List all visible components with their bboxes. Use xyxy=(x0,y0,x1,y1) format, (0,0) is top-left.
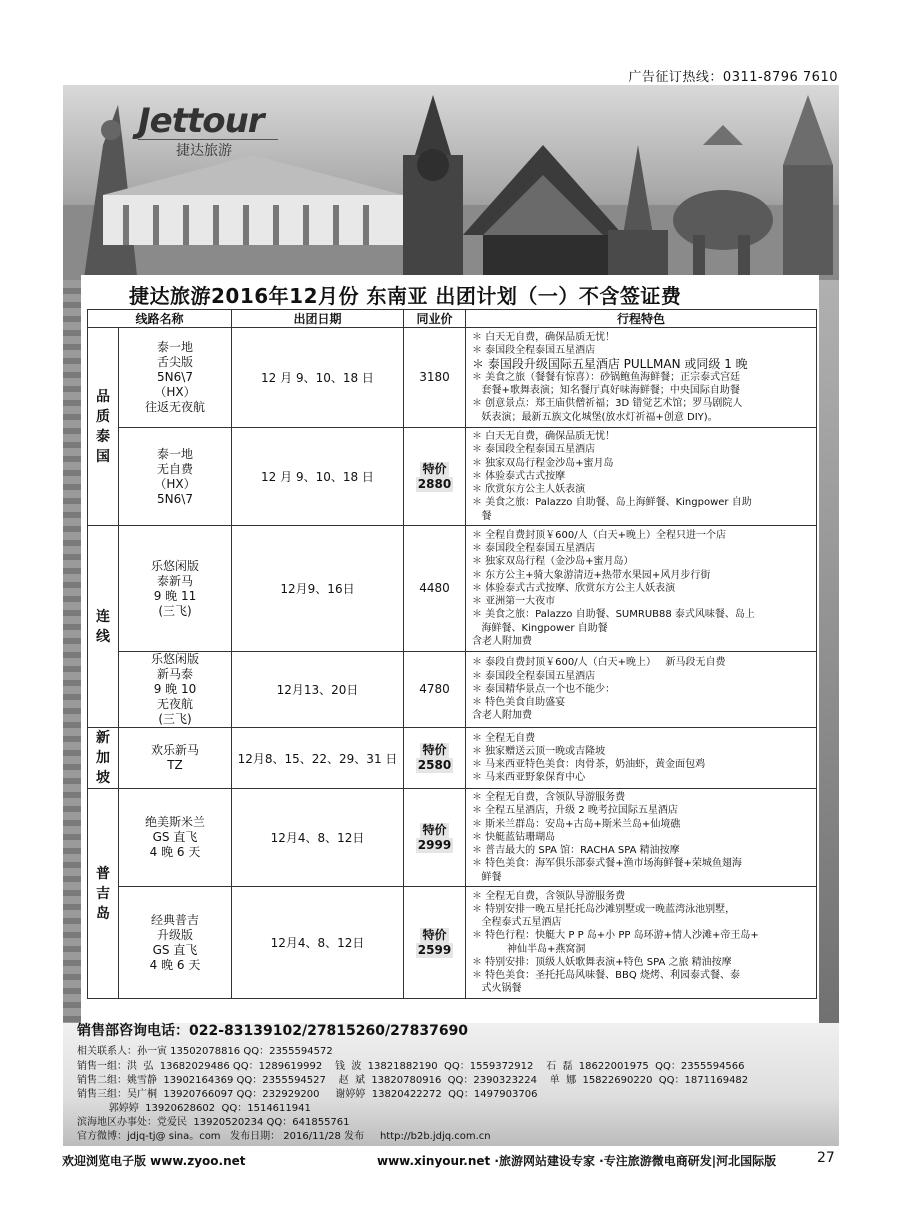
route-line: TZ xyxy=(167,758,183,772)
region-phuket: 普吉岛 xyxy=(88,789,119,999)
route-line: 乐悠闲版 xyxy=(150,558,199,573)
logo-wordmark: Jettour xyxy=(138,101,264,141)
sales-group-2: 销售二组：姚雪静 13902164369 QQ：2355594527 赵 斌 13820780916 QQ：2390323224 单 娜 15822690220 QQ：1871169482 xyxy=(77,1075,749,1086)
feature-line: ＊ 东方公主+骑大象游清迈+热带水果园+风月步行街 xyxy=(472,569,711,581)
feature-line: ＊ 美食之旅：Palazzo 自助餐、岛上海鲜餐、Kingpower 自助 xyxy=(472,497,752,509)
features-cell xyxy=(466,887,817,999)
special-price-tag: 特价 xyxy=(422,743,447,757)
feature-line: ＊ 特色美食自助盛宴 xyxy=(472,697,566,709)
feature-line: 含老人附加费 xyxy=(472,710,532,722)
contact-person: 相关联系人：孙一寅 13502078816 QQ：2355594572 xyxy=(77,1046,333,1057)
schedule-table xyxy=(87,309,817,999)
feature-line: ＊ 美食之旅（餐餐有惊喜）：砂锅鲍鱼海鲜餐；正宗泰式宫廷 xyxy=(472,371,741,383)
feature-line: ＊ 独家赠送云顶一晚或吉隆坡 xyxy=(472,745,606,757)
right-photo-strip xyxy=(819,280,839,1100)
table-row xyxy=(88,428,817,526)
feature-line: ＊ 泰国段全程泰国五星酒店 xyxy=(472,543,596,555)
route-line: 泰新马 xyxy=(156,573,193,588)
feature-line: ＊ 创意景点：郑王庙供僧祈福；3D 错觉艺术馆；罗马剧院人 xyxy=(472,398,743,410)
departure-dates: 12 月 9、10、18 日 xyxy=(232,428,404,526)
feature-line: ＊ 斯米兰群岛：安岛+古岛+斯米兰岛+仙境礁 xyxy=(472,818,681,830)
banner-photo xyxy=(63,85,839,280)
route-line: (三飞) xyxy=(158,712,192,726)
route-line: 舌尖版 xyxy=(156,355,193,369)
table-row xyxy=(88,328,817,428)
feature-line: ＊ 泰国段升级国际五星酒店 PULLMAN 或同级 1 晚 xyxy=(472,356,748,371)
region-thailand: 品质泰国 xyxy=(88,328,119,526)
table-row xyxy=(88,652,817,728)
price-value: 2580 xyxy=(417,758,452,772)
feature-line: ＊ 特别安排：顶级人妖歌舞表演+特色 SPA 之旅 精油按摩 xyxy=(472,956,732,968)
route-line: 乐悠闲版 xyxy=(150,652,199,666)
departure-dates: 12 月 9、10、18 日 xyxy=(232,328,404,428)
header-features: 行程特色 xyxy=(466,310,817,328)
feature-line: ＊ 全程无自费 xyxy=(472,732,536,744)
route-line: 往返无夜航 xyxy=(144,400,205,414)
feature-line: ＊ 特色美食：海军俱乐部泰式餐+渔市场海鲜餐+荣城鱼翅海 xyxy=(472,858,742,870)
feature-line: ＊ 独家双岛行程（金沙岛+蜜月岛） xyxy=(472,556,634,568)
price-cell xyxy=(404,428,466,526)
table-row xyxy=(88,728,817,789)
schedule-title: 捷达旅游2016年12月份 东南亚 出团计划（一）不含签证费 xyxy=(129,284,682,308)
feature-line: ＊ 泰国段全程泰国五星酒店 xyxy=(472,670,596,682)
feature-line: ＊ 马来西亚特色美食：肉骨茶，奶油虾，黄金面包鸡 xyxy=(472,759,706,770)
feature-line: ＊ 亚洲第一大夜市 xyxy=(472,596,556,608)
feature-line: ＊ 全程无自费，含领队导游服务费 xyxy=(472,792,626,804)
feature-line: 含老人附加费 xyxy=(472,635,532,647)
feature-line: ＊ 普吉最大的 SPA 馆：RACHA SPA 精油按摩 xyxy=(472,845,680,857)
header-dates: 出团日期 xyxy=(232,310,404,328)
route-line: 无自费 xyxy=(156,461,193,476)
feature-line: ＊ 特色美食：圣托托岛风味餐、BBQ 烧烤、利园泰式餐、泰 xyxy=(472,969,740,981)
route-name xyxy=(119,526,232,652)
header-price: 同业价 xyxy=(404,310,466,328)
route-name xyxy=(119,789,232,887)
departure-dates: 12月13、20日 xyxy=(232,652,404,728)
footer-partner-link[interactable]: www.xinyour.net ·旅游网站建设专家 ·专注旅游微电商研发|河北国际版 xyxy=(377,1154,777,1168)
departure-dates: 12月4、8、12日 xyxy=(232,789,404,887)
feature-line: 鲜餐 xyxy=(472,871,502,883)
feature-line: ＊ 泰段自费封顶￥600/人（白天+晚上） 新马段无自费 xyxy=(472,657,726,669)
route-line: 9 晚 11 xyxy=(153,588,197,603)
features-cell xyxy=(466,428,817,526)
features-cell xyxy=(466,526,817,652)
route-line: 4 晚 6 天 xyxy=(149,845,201,859)
jettour-logo xyxy=(138,101,288,160)
price-cell xyxy=(404,728,466,789)
feature-line: ＊ 白天无自费，确保品质无忧！ xyxy=(472,332,616,344)
departure-dates: 12月8、15、22、29、31 日 xyxy=(232,728,404,789)
official-weibo: 官方微博：jdjq-tj@ sina。com 发布日期： 2016/11/28 发布 http://b2b.jdjq.com.cn xyxy=(77,1131,491,1142)
header-route: 线路名称 xyxy=(88,310,232,328)
sales-group-3-extra: 郭婷婷 13920628602 QQ：1514611941 xyxy=(77,1103,311,1114)
route-line: 经典普吉 xyxy=(150,912,199,927)
schedule-card xyxy=(81,275,819,1023)
features-cell xyxy=(466,789,817,887)
route-line: 泰一地 xyxy=(156,446,193,461)
logo-subtitle: 捷达旅游 xyxy=(138,139,278,160)
route-line: 5N6\7 xyxy=(157,370,193,384)
price-value: 4480 xyxy=(419,581,450,595)
route-line: 绝美斯米兰 xyxy=(144,815,205,829)
left-photo-strip xyxy=(63,280,81,1100)
price-value: 2599 xyxy=(417,942,452,957)
route-name xyxy=(119,428,232,526)
special-price-tag: 特价 xyxy=(422,461,447,476)
feature-line: 神仙半岛+燕窝洞 xyxy=(472,943,586,955)
route-line: 新马泰 xyxy=(156,667,193,681)
feature-line: ＊ 泰国精华景点一个也不能少： xyxy=(472,683,616,695)
departure-dates: 12月4、8、12日 xyxy=(232,887,404,999)
price-cell xyxy=(404,887,466,999)
price-cell xyxy=(404,789,466,887)
route-line: 无夜航 xyxy=(156,697,193,711)
price-value: 3180 xyxy=(419,370,450,384)
features-cell xyxy=(466,728,817,789)
feature-line: 海鲜餐、Kingpower 自助餐 xyxy=(472,622,608,634)
route-line: （HX） xyxy=(154,476,196,491)
feature-line: ＊ 全程无自费，含领队导游服务费 xyxy=(472,890,626,902)
route-line: 升级版 xyxy=(156,927,193,942)
feature-line: ＊ 美食之旅：Palazzo 自助餐、SUMRUB88 泰式风味餐、岛上 xyxy=(472,609,755,621)
feature-line: ＊ 体验泰式古式按摩、欣赏东方公主人妖表演 xyxy=(472,582,676,594)
route-line: (三飞) xyxy=(158,603,192,618)
sales-group-1: 销售一组：洪 弘 13682029486 QQ：1289619992 钱 波 13821882190 QQ：1559372912 石 磊 18622001975 QQ：2355594566 xyxy=(77,1061,745,1072)
table-row xyxy=(88,789,817,887)
feature-line: ＊ 泰国段全程泰国五星酒店 xyxy=(472,444,596,456)
features-cell xyxy=(466,652,817,728)
binhai-office: 滨海地区办事处：党爱民 13920520234 QQ：641855761 xyxy=(77,1117,350,1128)
footer-website-link[interactable]: 欢迎浏览电子版 www.zyoo.net xyxy=(62,1154,246,1168)
feature-line: ＊ 欣赏东方公主人妖表演 xyxy=(472,484,586,496)
feature-line: ＊ 泰国段全程泰国五星酒店 xyxy=(472,345,596,357)
route-line: 泰一地 xyxy=(156,340,193,354)
price-value: 2880 xyxy=(417,476,452,491)
route-line: 9 晚 10 xyxy=(153,682,197,696)
price-value: 2999 xyxy=(417,837,452,852)
feature-line: ＊ 马来西亚野象保育中心 xyxy=(472,772,586,784)
route-name xyxy=(119,728,232,789)
table-row xyxy=(88,887,817,999)
feature-line: 套餐+歌舞表演；知名餐厅真好味海鲜餐；中央国际自助餐 xyxy=(472,385,740,397)
sales-phone: 销售部咨询电话：022-83139102/27815260/27837690 xyxy=(77,1023,469,1039)
page-number: 27 xyxy=(817,1150,835,1166)
route-name xyxy=(119,328,232,428)
price-value: 4780 xyxy=(419,682,450,696)
feature-line: 式火锅餐 xyxy=(472,983,522,995)
route-name xyxy=(119,652,232,728)
feature-line: ＊ 独家双岛行程金沙岛+蜜月岛 xyxy=(472,457,614,469)
special-price-tag: 特价 xyxy=(422,927,447,942)
route-line: 欢乐新马 xyxy=(150,743,199,757)
feature-line: ＊ 特色行程：快艇大 P P 岛+小 PP 岛环游+情人沙滩+帝王岛+ xyxy=(472,930,759,942)
price-cell xyxy=(404,526,466,652)
feature-line: ＊ 全程自费封顶￥600/人（白天+晚上）全程只进一个店 xyxy=(472,530,727,542)
feature-line: 妖表演；最新五族文化城堡(放水灯祈福+创意 DIY)。 xyxy=(472,411,718,423)
departure-dates: 12月9、16日 xyxy=(232,526,404,652)
region-singapore: 新加坡 xyxy=(88,728,119,789)
contact-panel xyxy=(63,1023,839,1146)
feature-line: 餐 xyxy=(472,510,492,522)
feature-line: ＊ 特别安排一晚五星托托岛沙滩别墅或一晚蓝湾泳池别墅， xyxy=(472,903,736,915)
route-line: 5N6\7 xyxy=(157,491,193,506)
table-header-row xyxy=(88,310,817,328)
route-line: 4 晚 6 天 xyxy=(149,957,201,972)
region-lianxian: 连线 xyxy=(88,526,119,728)
route-line: （HX） xyxy=(154,385,196,399)
feature-line: ＊ 全程五星酒店，升级 2 晚考拉国际五星酒店 xyxy=(472,805,678,817)
feature-line: ＊ 快艇蓝钻珊瑚岛 xyxy=(472,831,556,843)
route-name xyxy=(119,887,232,999)
feature-line: 全程泰式五星酒店 xyxy=(472,917,562,929)
ad-hotline: 广告征订热线：0311-8796 7610 xyxy=(628,70,838,85)
special-price-tag: 特价 xyxy=(422,822,447,837)
feature-line: ＊ 白天无自费，确保品质无忧！ xyxy=(472,431,616,443)
route-line: GS 直飞 xyxy=(152,830,198,844)
page-frame xyxy=(63,85,839,1146)
price-cell xyxy=(404,328,466,428)
price-cell xyxy=(404,652,466,728)
sales-group-3: 销售三组：吴广桐 13920766097 QQ：232929200 谢婷婷 13820422272 QQ：1497903706 xyxy=(77,1089,538,1100)
route-line: GS 直飞 xyxy=(152,942,198,957)
table-row xyxy=(88,526,817,652)
feature-line: ＊ 体验泰式古式按摩 xyxy=(472,470,566,482)
features-cell xyxy=(466,328,817,428)
